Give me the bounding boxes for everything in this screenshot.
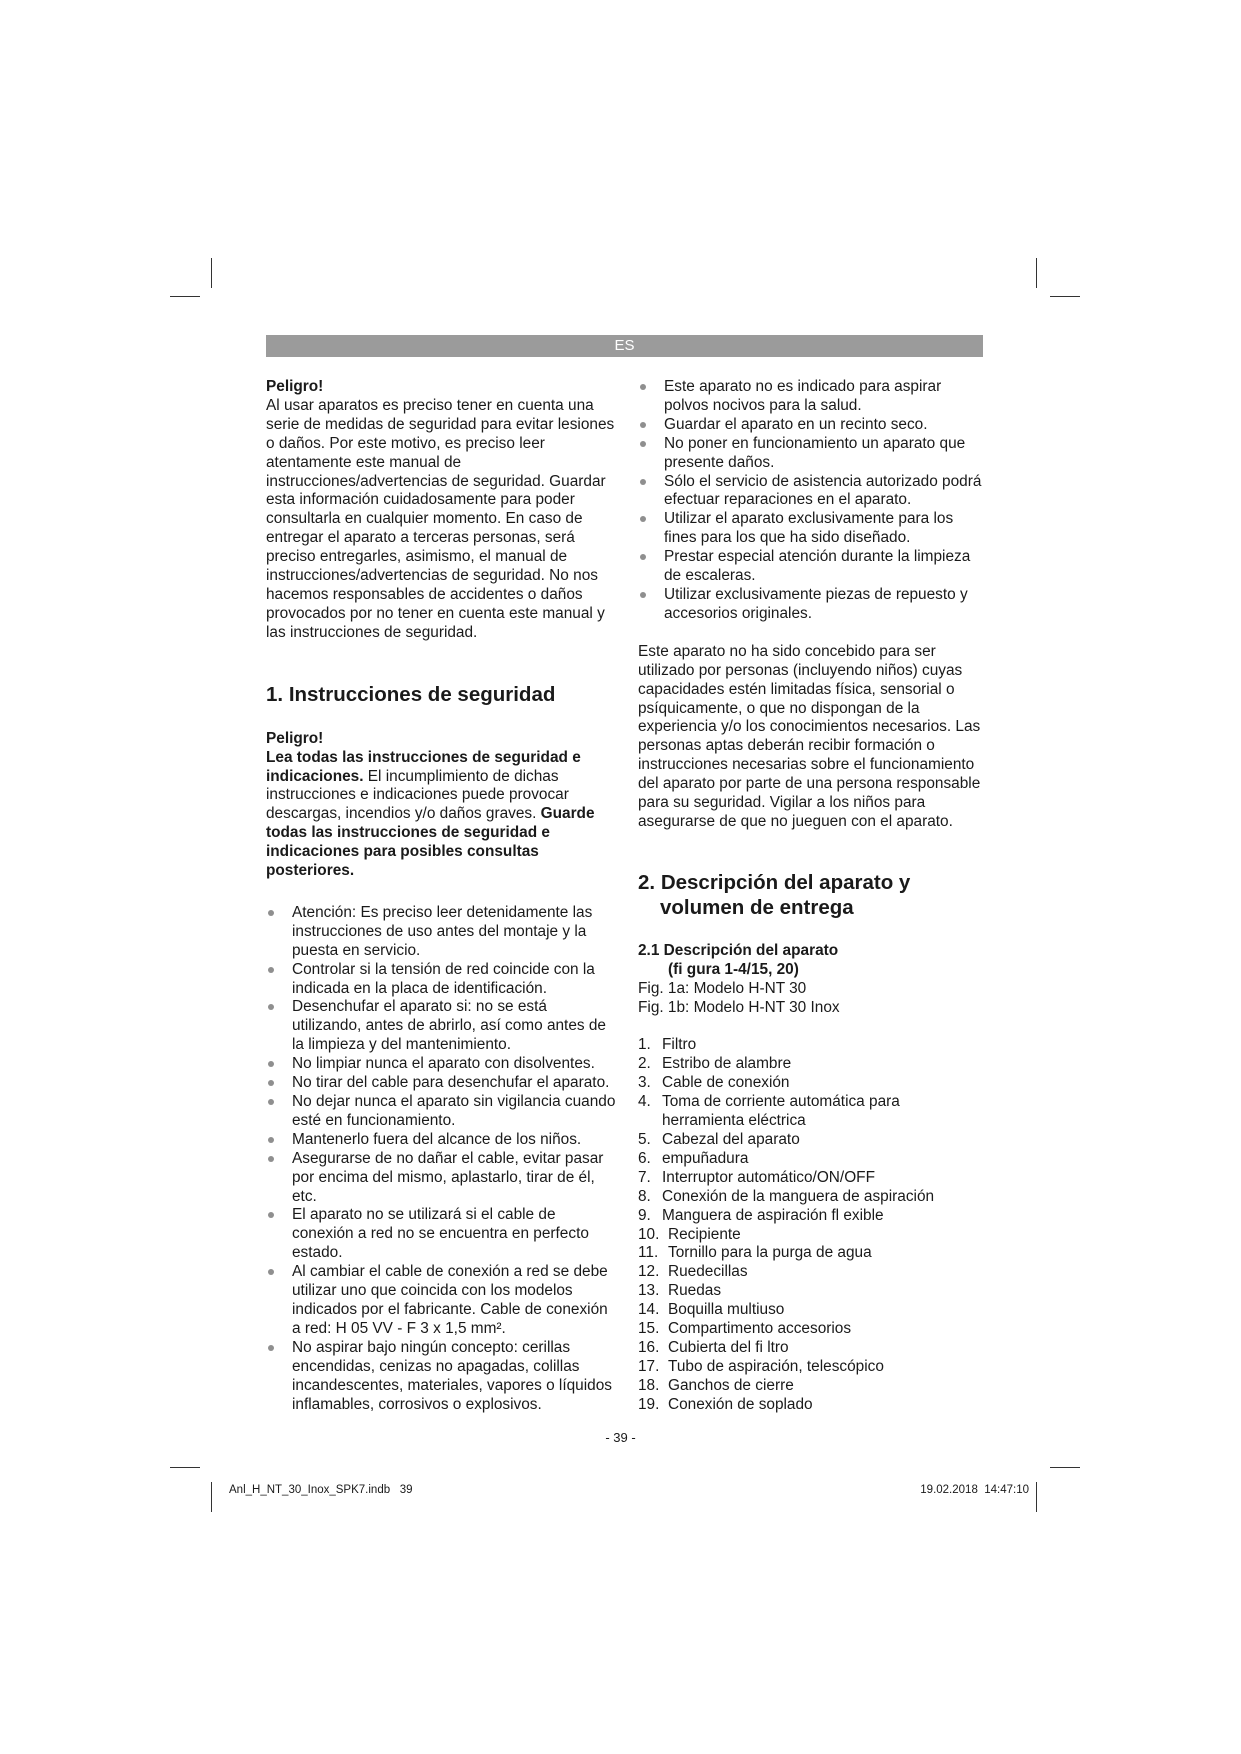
warning-title: Peligro! <box>266 378 324 395</box>
right-column <box>638 378 983 1415</box>
list-item: 9. Manguera de aspiración fl exible <box>638 1206 884 1224</box>
list-item: 16. Cubierta del fi ltro <box>638 1338 789 1356</box>
crop-mark <box>1036 1482 1037 1512</box>
list-item: No poner en funcionamiento un aparato que presente daños. <box>638 435 983 473</box>
list-item: Utilizar exclusivamente piezas de repuesto y accesorios originales. <box>638 586 983 624</box>
list-item: Asegurarse de no dañar el cable, evitar pasar por encima del mismo, aplastarlo, tirar de él, etc. <box>266 1150 616 1207</box>
crop-mark <box>1050 1467 1080 1468</box>
parts-list <box>638 1036 983 1414</box>
section-2-title-line-2: volumen de entrega <box>660 895 854 919</box>
crop-mark <box>211 1482 212 1512</box>
left-column <box>266 378 616 1414</box>
children-note-paragraph: Este aparato no ha sido concebido para ser utilizado por personas (incluyendo niños) cuyas capacidades estén limitadas física, sensorial o psíquicamente, o que no dispongan de la experiencia y/o los conocimientos necesarios. Las personas aptas deberán recibir formación o instrucciones necesarias sobre el funcionamiento del aparato por parte de una persona responsable para su seguridad. Vigilar a los niños para asegurarse de que no jueguen con el aparato. <box>638 642 981 830</box>
section-2-heading: 2. Descripción del aparato y volumen de entrega <box>638 870 983 920</box>
list-item: Controlar si la tensión de red coincide con la indicada en la placa de identificación. <box>266 961 616 999</box>
list-item: 5. Cabezal del aparato <box>638 1131 800 1148</box>
list-item: Al cambiar el cable de conexión a red se debe utilizar uno que coincida con los modelos indicados por el fabricante. Cable de conexión a red: H 05 VV - F 3 x 1,5 mm². <box>266 1263 616 1339</box>
figure-1b-caption: Fig. 1b: Modelo H-NT 30 Inox <box>638 998 840 1016</box>
safety-bullet-list-right <box>638 378 983 624</box>
list-item: 8. Conexión de la manguera de aspiración <box>638 1187 935 1205</box>
crop-mark <box>170 296 200 297</box>
list-item: 19. Conexión de soplado <box>638 1395 813 1413</box>
list-item: Atención: Es preciso leer detenidamente las instrucciones de uso antes del montaje y la puesta en servicio. <box>266 904 616 961</box>
list-item: 18. Ganchos de cierre <box>638 1376 794 1394</box>
subsection-2-1-heading: 2.1 Descripción del aparato (fi gura 1-4/15, 20) <box>638 941 839 978</box>
list-item: Utilizar el aparato exclusivamente para los fines para los que ha sido diseñado. <box>638 510 983 548</box>
list-item: Sólo el servicio de asistencia autorizado podrá efectuar reparaciones en el aparato. <box>638 473 983 511</box>
list-item: No tirar del cable para desenchufar el aparato. <box>266 1074 616 1093</box>
footer-timestamp <box>920 1484 1029 1496</box>
list-item: 7. Interruptor automático/ON/OFF <box>638 1168 875 1186</box>
list-item: 6. empuñadura <box>638 1149 749 1167</box>
list-item: Desenchufar el aparato si: no se está utilizando, antes de abrirlo, así como antes de la limpieza y del mantenimiento. <box>266 998 616 1055</box>
list-item: 1. Filtro <box>638 1036 697 1054</box>
list-item: No dejar nunca el aparato sin vigilancia cuando esté en funcionamiento. <box>266 1093 616 1131</box>
list-item: 17. Tubo de aspiración, telescópico <box>638 1357 884 1375</box>
safety-bullet-list-left <box>266 904 616 1414</box>
figure-1a-caption: Fig. 1a: Modelo H-NT 30 <box>638 979 807 997</box>
language-code: ES <box>614 337 635 354</box>
list-item: 4. Toma de corriente automática para herramienta eléctrica <box>638 1093 900 1130</box>
crop-mark <box>1036 258 1037 288</box>
list-item: 2. Estribo de alambre <box>638 1055 792 1073</box>
footer-date: 19.02.2018 <box>920 1484 978 1496</box>
list-item: No aspirar bajo ningún concepto: cerillas encendidas, cenizas no apagadas, colillas incandescentes, materiales, vapores o líquidos inflamables, corrosivos o explosivos. <box>266 1339 616 1415</box>
safety-warning-paragraph: Lea todas las instrucciones de seguridad e indicaciones. El incumplimiento de dichas instrucciones e indicaciones puede provocar descargas, incendios y/o daños graves. Guarde todas las instrucciones de seguridad e indicaciones para posibles consultas posteriores. <box>266 748 595 880</box>
section-1-title: Instrucciones de seguridad <box>288 682 556 706</box>
list-item: 12. Ruedecillas <box>638 1263 748 1281</box>
list-item: Este aparato no es indicado para aspirar polvos nocivos para la salud. <box>638 378 983 416</box>
list-item: No limpiar nunca el aparato con disolventes. <box>266 1055 616 1074</box>
section-1-heading: 1. Instrucciones de seguridad <box>266 682 556 706</box>
list-item: 14. Boquilla multiuso <box>638 1301 785 1319</box>
crop-mark <box>170 1467 200 1468</box>
list-item: 10. Recipiente <box>638 1225 741 1243</box>
crop-mark <box>211 258 212 288</box>
intro-paragraph: Al usar aparatos es preciso tener en cuenta una serie de medidas de seguridad para evitar lesiones o daños. Por este motivo, es preciso leer atentamente este manual de instrucciones/advertencias de seguridad. Guardar esta información cuidadosamente para poder consultarla en cualquier momento. En caso de entregar el aparato a terceras personas, será preciso entregarles, asimismo, el manual de instrucciones/advertencias de seguridad. No nos hacemos responsables de accidentes o daños provocados por no tener en cuenta este manual y las instrucciones de seguridad. <box>266 396 615 641</box>
crop-mark <box>1050 296 1080 297</box>
footer-time: 14:47:10 <box>984 1484 1029 1496</box>
warning-title-2: Peligro! <box>266 729 324 747</box>
list-item: Prestar especial atención durante la limpieza de escaleras. <box>638 548 983 586</box>
list-item: 15. Compartimento accesorios <box>638 1320 852 1338</box>
section-2-title-line-1: Descripción del aparato y <box>660 870 911 894</box>
list-item: 11. Tornillo para la purga de agua <box>638 1244 872 1262</box>
language-header-bar <box>266 335 983 357</box>
list-item: Guardar el aparato en un recinto seco. <box>638 416 983 435</box>
list-item: 13. Ruedas <box>638 1282 722 1300</box>
list-item: El aparato no se utilizará si el cable de conexión a red no se encuentra en perfecto estado. <box>266 1206 616 1263</box>
list-item: 3. Cable de conexión <box>638 1074 790 1092</box>
footer-file-name: Anl_H_NT_30_Inox_SPK7.indb 39 <box>229 1484 413 1496</box>
list-item: Mantenerlo fuera del alcance de los niños. <box>266 1131 616 1150</box>
page-number: - 39 - <box>605 1430 636 1445</box>
